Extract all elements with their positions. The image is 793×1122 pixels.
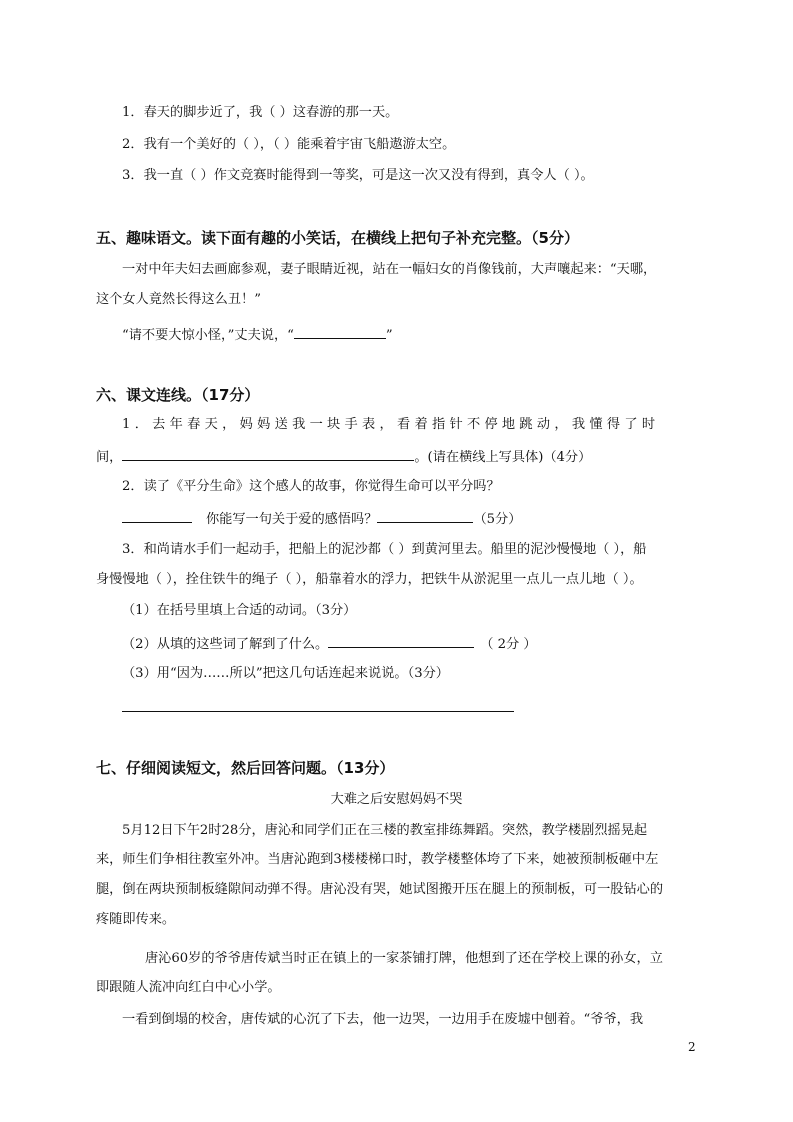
passage-p1-line-1: 5月12日下午2时28分，唐沁和同学们正在三楼的教室排练舞蹈。突然，教学楼剧烈摇晃起 [122,823,648,838]
q6-item-2-answer-line-1[interactable] [122,508,192,523]
q5-para-3-end: ” [385,328,393,343]
q6-item-1-line-2 [96,446,591,468]
q5-para-2: 这个女人竟然长得这么丑！” [96,292,261,307]
q6-item-1-line-1: 1．去年春天，妈妈送我一块手表，看着指针不停地跳动，我懂得了时 [122,417,660,432]
q6-item-3-line-1: 3．和尚请水手们一起动手，把船上的泥沙都（ ）到黄河里去。船里的泥沙慢慢地（ ），船 [122,542,647,557]
q5-answer-line[interactable] [294,324,386,339]
page-number: 2 [688,1040,696,1054]
passage-p2-line-1: 唐沁60岁的爷爷唐传斌当时正在镇上的一家茶铺打牌，他想到了还在学校上课的孙女，立 [145,951,663,966]
passage-p2-line-2: 即跟随人流冲向红白中心小学。 [96,980,281,995]
q6-heading: 六、课文连线。（17分） [96,386,260,404]
q6-item-1-suffix: 。(请在横线上写具体)（4分） [414,450,592,465]
q5-para-1: 一对中年夫妇去画廊参观，妻子眼睛近视，站在一幅妇女的肖像钱前，大声嚷起来：“天哪， [122,262,657,277]
passage-p1-line-4: 疼随即传来。 [96,912,176,927]
q6-item-2-answer-line-2[interactable] [377,508,473,523]
passage-p1-line-2: 来，师生们争相往教室外冲。当唐沁跑到3楼楼梯口时，教学楼整体垮了下来，她被预制板砸中左 [96,852,659,867]
q4-item-1: 1．春天的脚步近了，我（ ）这春游的那一天。 [122,105,399,120]
q6-item-1-prefix: 间， [96,450,123,465]
passage-title: 大难之后安慰妈妈不哭 [330,792,463,807]
q6-item-2-score: （5分） [473,512,522,527]
q6-item-3-line-2: 身慢慢地（ ），拴住铁牛的绳子（ ），船靠着水的浮力，把铁牛从淤泥里一点儿一点儿地（ ）。 [96,572,643,587]
q7-heading: 七、仔细阅读短文，然后回答问题。（13分） [96,759,395,777]
q6-sub-2 [122,633,537,655]
passage-p3-line-1: 一看到倒塌的校舍，唐传斌的心沉了下去，他一边哭，一边用手在废墟中刨着。“爷爷，我 [122,1012,644,1027]
q5-heading: 五、趣味语文。读下面有趣的小笑话，在横线上把句子补充完整。（5分） [96,229,579,247]
q6-sub-2-answer-line[interactable] [328,633,474,648]
q6-sub-2-score: （ 2分 ） [480,637,537,652]
q6-sub-1: （1）在括号里填上合适的动词。（3分） [122,603,357,618]
q6-item-2-line-2 [122,508,521,530]
q6-item-2-line-1: 2．读了《平分生命》这个感人的故事，你觉得生命可以平分吗？ [122,479,500,494]
passage-p1-line-3: 腿，倒在两块预制板缝隙间动弹不得。唐沁没有哭，她试图搬开压在腿上的预制板，可一股钻心的 [96,882,664,897]
q5-para-3 [122,324,393,346]
q4-item-2: 2．我有一个美好的（ ），（ ）能乘着宇宙飞船遨游太空。 [122,137,456,152]
q6-sub-3: （3）用“因为……所以”把这几句话连起来说说。（3分） [122,666,449,681]
q6-sub-3-answer-line[interactable] [122,711,514,712]
q6-item-1-answer-line[interactable] [122,446,414,461]
q6-sub-2-text: （2）从填的这些词了解到了什么。 [122,637,329,652]
q6-item-2-question: 你能写一句关于爱的感悟吗？ [206,512,378,527]
q5-para-3-text: “请不要大惊小怪，”丈夫说，“ [122,328,294,343]
q4-item-3: 3．我一直（ ）作文竞赛时能得到一等奖，可是这一次又没有得到，真令人（ ）。 [122,168,594,183]
